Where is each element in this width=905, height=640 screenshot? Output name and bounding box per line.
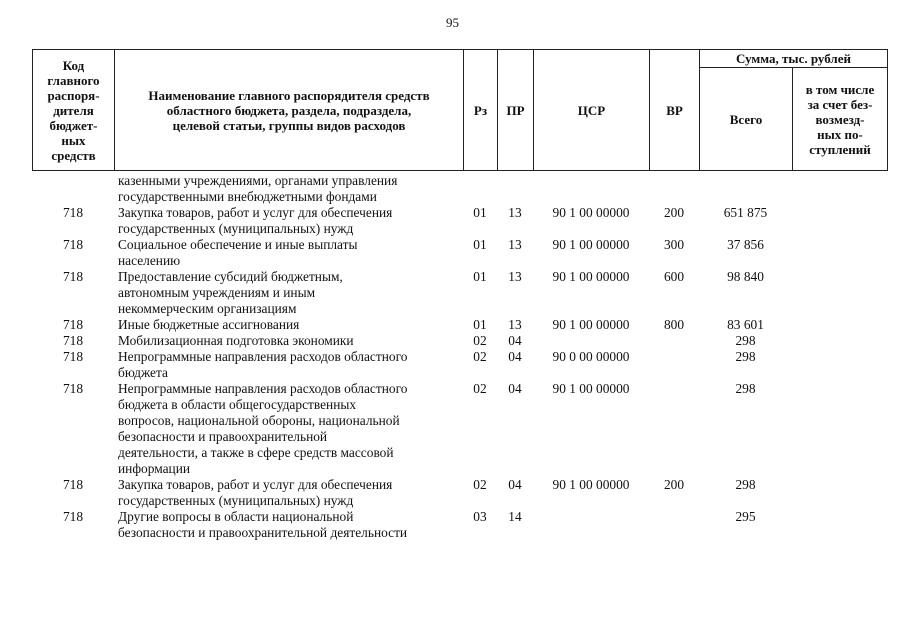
- row-total: 37 856: [727, 237, 764, 252]
- row-vr: [649, 509, 699, 541]
- row-pr: 14: [508, 509, 522, 524]
- header-code: Код главного распоря- дителя бюджет- ных средств: [33, 50, 115, 171]
- row-code: 718: [62, 477, 84, 492]
- header-incl: в том числе за счет без- возмезд- ных по- ступлений: [793, 68, 888, 171]
- row-code: 718: [62, 205, 84, 220]
- row-name: Социальное обеспечение и иные выплаты населению: [118, 237, 358, 268]
- row-code: 718: [62, 317, 84, 332]
- table-header: [32, 49, 888, 171]
- row-code: 718: [62, 509, 84, 524]
- table-row: [32, 381, 887, 477]
- row-incl: [792, 349, 887, 381]
- row-rz: 02: [473, 381, 487, 396]
- row-total: 651 875: [723, 205, 768, 220]
- row-incl: [792, 381, 887, 477]
- row-rz: 02: [473, 333, 487, 348]
- row-name: Другие вопросы в области национальной безопасности и правоохранительной деятельности: [118, 509, 408, 540]
- row-pr: 04: [508, 381, 522, 396]
- row-name: казенными учреждениями, органами управления государственными внебюджетными фондами: [118, 173, 398, 204]
- row-incl: [792, 317, 887, 333]
- row-incl: [792, 477, 887, 509]
- row-pr: [497, 173, 533, 205]
- row-name: Непрограммные направления расходов областного бюджета в области общегосударственных вопросов, национальной обороны, национальной безопасности и правоохранительной деятельности, а также в сфере средств массовой информации: [118, 381, 408, 476]
- row-name: Непрограммные направления расходов областного бюджета: [118, 349, 408, 380]
- row-pr: 13: [508, 317, 522, 332]
- header-name: Наименование главного распорядителя средств областного бюджета, раздела, подраздела, целевой статьи, группы видов расходов: [115, 50, 464, 171]
- header-pr: ПР: [498, 50, 534, 171]
- row-vr: 200: [663, 477, 685, 492]
- row-code: [32, 173, 114, 205]
- row-rz: [463, 173, 497, 205]
- row-csr: [533, 509, 649, 541]
- header-vr: ВР: [650, 50, 700, 171]
- table-row: [32, 269, 887, 317]
- row-code: 718: [62, 381, 84, 396]
- row-vr: 600: [663, 269, 685, 284]
- row-csr: 90 1 00 00000: [552, 205, 630, 220]
- row-incl: [792, 205, 887, 237]
- row-name: Предоставление субсидий бюджетным, автономным учреждениям и иным некоммерческим организациям: [118, 269, 343, 316]
- row-code: 718: [62, 237, 84, 252]
- row-csr: 90 1 00 00000: [552, 237, 630, 252]
- table-row: [32, 237, 887, 269]
- row-vr: 200: [663, 205, 685, 220]
- row-pr: 04: [508, 349, 522, 364]
- row-rz: 01: [473, 237, 487, 252]
- table-row: [32, 509, 887, 541]
- row-csr: 90 1 00 00000: [552, 477, 630, 492]
- row-vr: [649, 381, 699, 477]
- row-code: 718: [62, 333, 84, 348]
- table-row: [32, 173, 887, 205]
- row-incl: [792, 269, 887, 317]
- row-total: 98 840: [727, 269, 764, 284]
- row-csr: 90 1 00 00000: [552, 381, 630, 396]
- row-name: Закупка товаров, работ и услуг для обеспечения государственных (муниципальных) нужд: [118, 477, 393, 508]
- table-row: [32, 317, 887, 333]
- header-sum-group: Сумма, тыс. рублей: [700, 50, 888, 68]
- row-rz: 01: [473, 317, 487, 332]
- row-vr: [649, 349, 699, 381]
- row-pr: 04: [508, 477, 522, 492]
- row-total: 298: [735, 477, 756, 492]
- row-name: Мобилизационная подготовка экономики: [118, 333, 354, 348]
- row-csr: 90 1 00 00000: [552, 317, 630, 332]
- table-row: [32, 349, 887, 381]
- row-vr: 800: [663, 317, 685, 332]
- row-csr: 90 0 00 00000: [552, 349, 630, 364]
- header-total: Всего: [700, 68, 793, 171]
- row-rz: 03: [473, 509, 487, 524]
- row-total: 83 601: [727, 317, 764, 332]
- row-csr: 90 1 00 00000: [552, 269, 630, 284]
- row-total: 298: [735, 333, 756, 348]
- header-rz: Рз: [464, 50, 498, 171]
- row-vr: 300: [663, 237, 685, 252]
- row-csr: [533, 173, 649, 205]
- row-pr: 04: [508, 333, 522, 348]
- row-csr: [533, 333, 649, 349]
- header-csr: ЦСР: [534, 50, 650, 171]
- row-total: 295: [735, 509, 756, 524]
- row-pr: 13: [508, 205, 522, 220]
- row-name: Иные бюджетные ассигнования: [118, 317, 300, 332]
- row-total: 298: [735, 349, 756, 364]
- row-total: 298: [735, 381, 756, 396]
- table-row: [32, 205, 887, 237]
- row-vr: [649, 173, 699, 205]
- row-vr: [649, 333, 699, 349]
- row-incl: [792, 333, 887, 349]
- row-incl: [792, 237, 887, 269]
- row-pr: 13: [508, 237, 522, 252]
- row-pr: 13: [508, 269, 522, 284]
- row-rz: 02: [473, 477, 487, 492]
- row-rz: 01: [473, 205, 487, 220]
- row-total: [699, 173, 792, 205]
- row-rz: 02: [473, 349, 487, 364]
- row-rz: 01: [473, 269, 487, 284]
- page-number: 95: [446, 15, 459, 30]
- row-incl: [792, 509, 887, 541]
- row-name: Закупка товаров, работ и услуг для обеспечения государственных (муниципальных) нужд: [118, 205, 393, 236]
- table-row: [32, 333, 887, 349]
- table-row: [32, 477, 887, 509]
- budget-table: [32, 173, 887, 541]
- row-incl: [792, 173, 887, 205]
- row-code: 718: [62, 269, 84, 284]
- row-code: 718: [62, 349, 84, 364]
